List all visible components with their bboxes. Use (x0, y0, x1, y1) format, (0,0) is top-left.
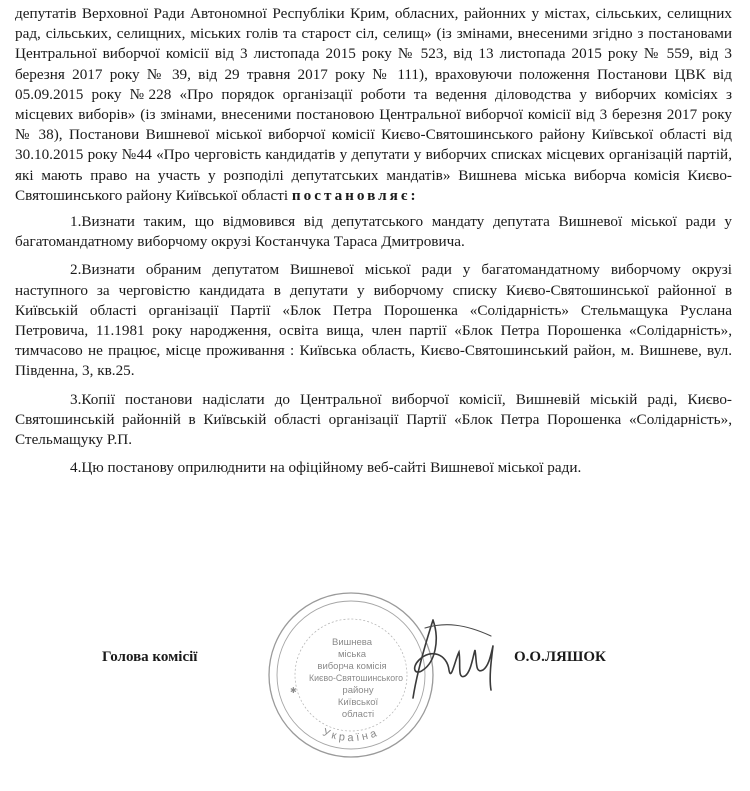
resolution-item-2: 2.Визнати обраним депутатом Вишневої міської ради у багатомандатному виборчому окрузі наступного за черговістю кандидата в депутати у виборчому списку Києво-Святошинської районної в Київській області організації Партії «Блок Петра Порошенка «Солідарність» Стельмащука Руслана Петровича, 11.1981 року народження, освіта вища, член партії «Блок Петра Порошенка «Солідарність», тимчасово не працює, місце проживання : Київська область, Києво-Святошинський район, м. Вишневе, вул. Південна, 3, кв.25. (15, 261, 732, 380)
stamp-line-3: виборча комісія (317, 661, 387, 672)
intro-paragraph (15, 4, 732, 206)
stamp-line-2: міська (338, 649, 366, 660)
resolution-item-3: 3.Копії постанови надіслати до Центральної виборчої комісії, Вишневій міській раді, Києво-Святошинській районній в Київській області організації Партії «Блок Петра Порошенка «Солідарність», Стельмащуку Р.П. (15, 390, 732, 449)
chairman-label: Голова комісії (102, 649, 198, 665)
resolution-item-1: 1.Визнати таким, що відмовився від депутатського мандату депутата Вишневої міської ради у багатомандатному виборчому окрузі Костанчука Тараса Дмитровича. (15, 213, 732, 251)
stamp-line-6: Київської (337, 697, 379, 708)
stamp-line-1: Вишнева (331, 637, 373, 648)
stamp-line-5: району (342, 685, 374, 696)
intro-text: депутатів Верховної Ради Автономної Республіки Крим, обласних, районних у містах, сільських, селищних рад, сільських, селищних, міських голів та старост сіл, селищ» (із змінами, внесеними згідно з постановами Центральної виборчої комісії від 3 листопада 2015 року № 523, від 13 листопада 2015 року № 559, від 3 березня 2017 року № 39, від 29 травня 2017 року № 111), враховуючи положення Постанови ЦВК від 05.09.2015 року №228 «Про порядок організації роботи та ведення діловодства у виборчих комісіях з місцевих виборів» (із змінами, внесеними постановою Центральної виборчої комісії від 3 березня 2017 року № 38), Постанови Вишневої міської виборчої комісії Києво-Святошинського району Київської області від 30.10.2015 року №44 «Про черговість кандидатів у депутати у виборчих списках місцевих організацій партій, які мають право на участь у розподілі депутатських мандатів» Вишнева міська виборча комісія Києво-Святошинського району Київської області (15, 5, 732, 204)
decree-keyword: постановляє: (291, 186, 419, 204)
resolution-item-4: 4.Цю постанову оприлюднити на офіційному веб-сайті Вишневої міської ради. (70, 459, 582, 477)
stamp-line-7: області (341, 709, 375, 720)
chairman-name: О.О.ЛЯШОК (514, 649, 606, 665)
stamp-ring-text: Україна (320, 726, 382, 745)
stamp-line-4: Києво-Святошинського (309, 673, 403, 683)
stamp-star-icon: ✱ (290, 686, 297, 695)
resolution-items (15, 212, 732, 486)
handwritten-signature (395, 600, 515, 710)
